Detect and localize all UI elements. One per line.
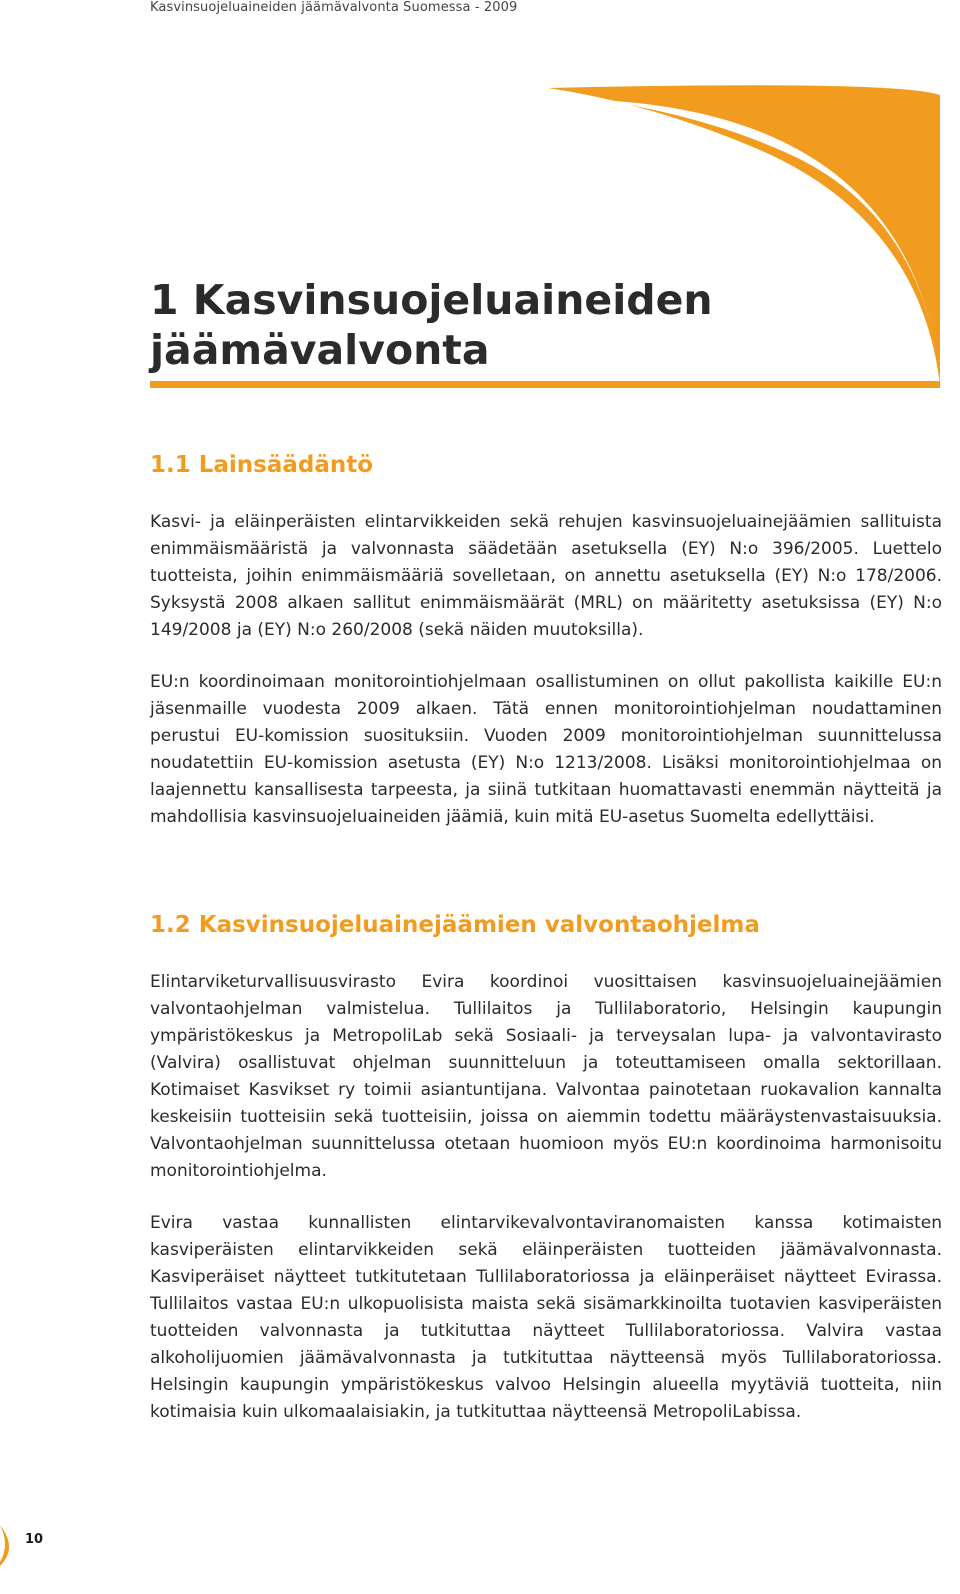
page-number: 10 [25, 1532, 44, 1547]
running-header: Kasvinsuojeluaineiden jäämävalvonta Suomessa - 2009 [150, 0, 518, 15]
section-heading-1-2: 1.2 Kasvinsuojeluainejäämien valvontaohjelma [150, 912, 760, 938]
swoosh-underline [150, 381, 940, 388]
section-1-1-paragraph-2: EU:n koordinoimaan monitorointiohjelmaan osallistuminen on ollut pakollista kaikille EU:n jäsenmaille vuodesta 2009 alkaen. Tätä ennen monitorointiohjelman noudattaminen perustui EU-komission suosituksiin. Vuoden 2009 monitorointiohjelman suunnittelussa noudatettiin EU-komission asetusta (EY) N:o 1213/2008. Lisäksi monitorointiohjelmaa on laajennettu kansallisesta tarpeesta, ja siinä tutkitaan huomattavasti enemmän näytteitä ja mahdollisia kasvinsuojeluaineiden jäämiä, kuin mitä EU-asetus Suomelta edellyttäisi. [150, 672, 942, 827]
section-1-2-paragraph-1: Elintarviketurvallisuusvirasto Evira koordinoi vuosittaisen kasvinsuojeluainejäämien valvontaohjelman valmistelua. Tullilaitos ja Tullilaboratorio, Helsingin kaupungin ympäristökeskus ja MetropoliLab sekä Sosiaali- ja terveysalan lupa- ja valvontavirasto (Valvira) osallistuvat ohjelman suunnitteluun ja toteuttamiseen omalla sektorillaan. Kotimaiset Kasvikset ry toimii asiantuntijana. Valvontaa painotetaan ruokavalion kannalta keskeisiin tuotteisiin sekä tuotteisiin, joissa on aiemmin todettu määräystenvastaisuuksia. Valvontaohjelman suunnittelussa otetaan huomioon myös EU:n koordinoima harmonisoitu monitorointiohjelma. [150, 972, 942, 1181]
section-1-2-paragraph-2: Evira vastaa kunnallisten elintarvikevalvontaviranomaisten kanssa kotimaisten kasviperäisten elintarvikkeiden sekä eläinperäisten tuotteiden jäämävalvonnasta. Kasviperäiset näytteet tutkitutetaan Tullilaboratoriossa ja eläinperäiset näytteet Evirassa. Tullilaitos vastaa EU:n ulkopuolisista maista sekä sisämarkkinoilta tuotavien kasviperäisten tuotteiden valvonnasta ja tutkituttaa näytteet Tullilaboratoriossa. Valvira vastaa alkoholijuomien jäämävalvonnasta ja tutkituttaa näytteensä myös Tullilaboratoriossa. Helsingin kaupungin ympäristökeskus valvoo Helsingin alueella myytäviä tuotteita, niin kotimaisia kuin ulkomaalaisiakin, ja tutkituttaa näytteensä MetropoliLabissa. [150, 1213, 942, 1422]
page-corner-tab [0, 1525, 9, 1566]
chapter-title-line-1: 1 Kasvinsuojeluaineiden [150, 276, 713, 324]
chapter-title [150, 275, 713, 375]
chapter-title-line-2: jäämävalvonta [150, 326, 490, 374]
section-heading-1-1: 1.1 Lainsäädäntö [150, 452, 374, 478]
section-1-1-paragraph-1: Kasvi- ja eläinperäisten elintarvikkeiden sekä rehujen kasvinsuojeluainejäämien sallituista enimmäismääristä ja valvonnasta säädetään asetuksella (EY) N:o 396/2005. Luettelo tuotteista, joihin enimmäismääriä sovelletaan, on annettu asetuksella (EY) N:o 178/2006. Syksystä 2008 alkaen sallitut enimmäismäärät (MRL) on määritetty asetuksissa (EY) N:o 149/2008 ja (EY) N:o 260/2008 (sekä näiden muutoksilla). [150, 512, 942, 640]
